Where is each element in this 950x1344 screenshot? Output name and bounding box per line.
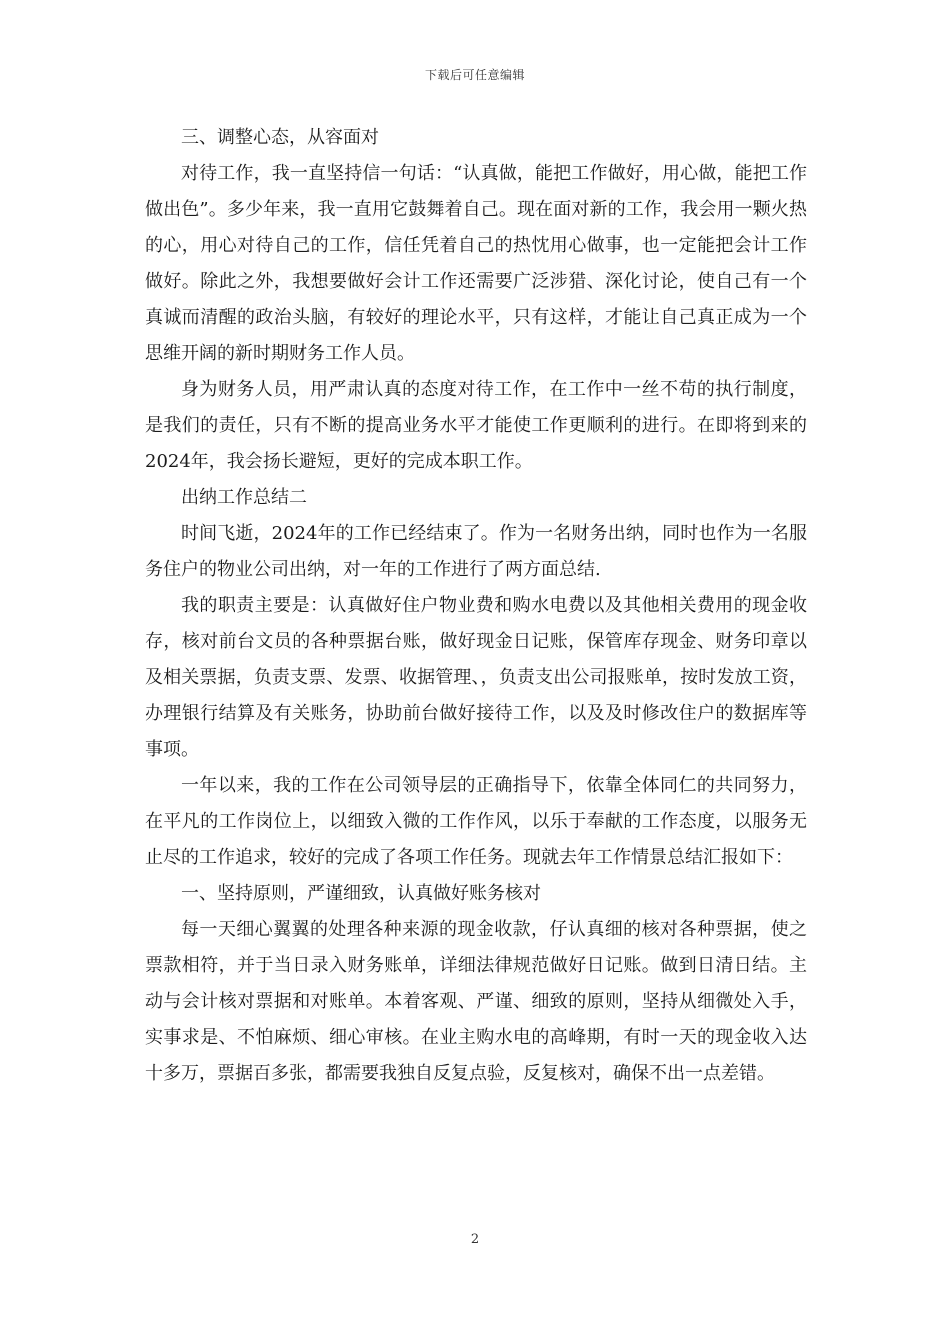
page-number: 2 [470, 1232, 480, 1247]
paragraph-finance-responsibility: 身为财务人员，用严肃认真的态度对待工作，在工作中一丝不苟的执行制度，是我们的责任，只有不断的提高业务水平才能使工作更顺利的进行。在即将到来的2024年，我会扬长避短，更好的完成本职工作。 [145, 379, 807, 472]
paragraph-year-review: 一年以来，我的工作在公司领导层的正确指导下，依靠全体同仁的共同努力，在平凡的工作岗位上，以细致入微的工作作风，以乐于奉献的工作态度，以服务无止尽的工作追求，较好的完成了各项工作任务。现就去年工作情景总结汇报如下： [145, 775, 807, 868]
paragraph-work-attitude: 对待工作，我一直坚持信一句话：“认真做，能把工作做好，用心做，能把工作做出色”。多少年来，我一直用它鼓舞着自己。现在面对新的工作，我会用一颗火热的心，用心对待自己的工作，信任凭着自己的热忱用心做事，也一定能把会计工作做好。除此之外，我想要做好会计工作还需要广泛涉猎、深化讨论，使自己有一个真诚而清醒的政治头脑，有较好的理论水平，只有这样，才能让自己真正成为一个思维开阔的新时期财务工作人员。 [145, 163, 807, 364]
paragraph-duties: 我的职责主要是：认真做好住户物业费和购水电费以及其他相关费用的现金收存，核对前台文员的各种票据台账，做好现金日记账，保管库存现金、财务印章以及相关票据，负责支票、发票、收据管理、，负责支出公司报账单，按时发放工资，办理银行结算及有关账务，协助前台做好接待工作，以及及时修改住户的数据库等事项。 [145, 595, 807, 760]
section-title-summary-two: 出纳工作总结二 [181, 487, 307, 508]
paragraph-cash-handling: 每一天细心翼翼的处理各种来源的现金收款，仔认真细的核对各种票据，使之票款相符，并于当日录入财务账单，详细法律规范做好日记账。做到日清日结。主动与会计核对票据和对账单。本着客观、严谨、细致的原则，坚持从细微处入手，实事求是、不怕麻烦、细心审核。在业主购水电的高峰期，有时一天的现金收入达十多万，票据百多张，都需要我独自反复点验，反复核对，确保不出一点差错。 [145, 919, 807, 1084]
section-heading-adjust-mindset: 三、调整心态，从容面对 [181, 127, 379, 148]
page-header: 下载后可任意编辑 [424, 68, 525, 82]
document-body [145, 120, 807, 1092]
section-heading-principles: 一、坚持原则，严谨细致，认真做好账务核对 [181, 883, 541, 904]
paragraph-year-intro: 时间飞逝，2024年的工作已经结束了。作为一名财务出纳，同时也作为一名服务住户的物业公司出纳，对一年的工作进行了两方面总结. [145, 523, 807, 580]
